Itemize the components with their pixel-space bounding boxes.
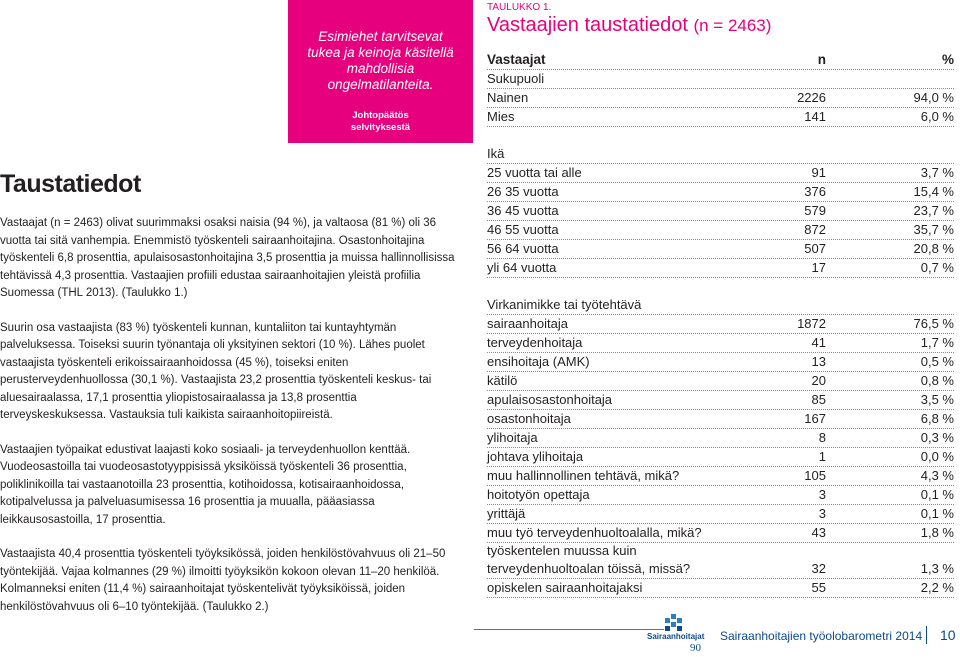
row-pct: 0,8 % [920,373,954,388]
row-label: 25 vuotta tai alle [487,165,582,180]
header-n: n [817,52,826,67]
row-label: 46 55 vuotta [487,222,559,237]
section-heading: Taustatiedot [0,170,141,198]
row-pct: 3,5 % [920,392,954,407]
paragraph-2: Suurin osa vastaajista (83 %) työskenteli kunnan, kuntaliiton tai kuntayhtymän palveluksessa. Toiseksi suurin työnantaja oli yksityinen sektori (10 %). Lähes puolet vastaajista työskenteli erikoissairaanhoidossa (45 %), toiseksi eniten perusterveydenhuollossa (30,1 %). Vastaajista 23,2 prosenttia työskenteli keskus- tai aluesairaalassa, 17,1 prosenttia yliopistosairaalassa ja 13,8 prosenttia terveyskeskuksessa. Vastauksia tuli kaikista sairaanhoitopiireistä. [0,321,432,421]
row-n: 55 [811,580,826,595]
row-pct: 3,7 % [920,165,954,180]
row-n: 3 [818,506,826,521]
table-title [487,12,771,39]
group-title: Sukupuoli [487,71,545,86]
row-label: hoitotyön opettaja [487,487,590,502]
logo-number: 90 [690,642,701,654]
group-title-ika [487,144,954,164]
row-pct: 0,5 % [920,354,954,369]
row-n: 43 [811,525,826,540]
row-label: ensihoitaja (AMK) [487,354,590,369]
group-title-virkanimike [487,295,954,315]
row-pct: 1,8 % [920,525,954,540]
group-title: Ikä [487,146,505,161]
table-row [487,578,954,598]
row-label: 36 45 vuotta [487,203,559,218]
row-pct: 6,0 % [920,109,954,124]
page-number: 10 [940,627,956,643]
table-row [487,333,954,353]
logo-name: Sairaanhoitajat [647,632,705,641]
table-row [487,201,954,221]
row-label: työskentelen muussa kuin terveydenhuoltoalan töissä, missä? [487,543,691,576]
row-pct: 23,7 % [913,203,954,218]
row-label: muu työ terveydenhuoltoalalla, mikä? [487,525,702,540]
row-n: 579 [804,203,826,218]
row-label: yli 64 vuotta [487,260,557,275]
table-row [487,239,954,259]
row-label: terveydenhoitaja [487,335,583,350]
row-n: 167 [804,411,826,426]
table-row [487,258,954,278]
table-row [487,352,954,372]
row-label: muu hallinnollinen tehtävä, mikä? [487,468,680,483]
row-pct: 20,8 % [913,241,954,256]
row-n: 17 [811,260,826,275]
row-label: sairaanhoitaja [487,316,568,331]
row-label: osastonhoitaja [487,411,571,426]
table-row [487,485,954,505]
row-n: 41 [811,335,826,350]
row-n: 1 [818,449,826,464]
row-label: ylihoitaja [487,430,538,445]
row-pct: 2,2 % [920,580,954,595]
row-pct: 6,8 % [920,411,954,426]
table-row [487,447,954,467]
row-n: 20 [811,373,826,388]
row-pct: 1,3 % [920,561,954,576]
footer-separator [926,626,927,644]
row-pct: 0,0 % [920,449,954,464]
row-pct: 0,1 % [920,506,954,521]
row-pct: 35,7 % [913,222,954,237]
row-pct: 4,3 % [920,468,954,483]
paragraph-4: Vastaajista 40,4 prosenttia työskenteli työyksikössä, joiden henkilöstövahvuus oli 21–50 työntekijää. Vajaa kolmannes (29 %) ilmoitti työyksikön kokoon olevan 11–20 henkilöä. Kolmanneksi eniten (11,4 %) sairaanhoitajat työskentelivät työyksiköissä, joiden henkilöstövahvuus oli 6–10 työntekijää. (Taulukko 2.) [0,548,446,613]
row-n: 32 [811,561,826,576]
row-pct: 0,3 % [920,430,954,445]
row-label: kätilö [487,373,518,388]
row-pct: 1,7 % [920,335,954,350]
row-n: 3 [818,487,826,502]
row-label: Nainen [487,90,529,105]
table-row [487,314,954,334]
row-label: opiskelen sairaanhoitajaksi [487,580,643,595]
paragraph-1: Vastaajat (n = 2463) olivat suurimmaksi osaksi naisia (94 %), ja valtaosa (81 %) oli 36 vuotta tai sitä vanhempia. Enemmistö työskenteli sairaanhoitajina. Osastonhoitajina työskenteli 6,8 prosenttia, apulaisosastonhoitajina 3,5 prosenttia ja muissa hallinnollisissa tehtävissä 4,3 prosenttia. Vastaajien profiili edustaa sairaanhoitajien yleistä profiilia Suomessa (THL 2013). (Taulukko 1.) [0,217,455,299]
table-title-text: Vastaajien taustatiedot [487,14,688,36]
table-row [487,466,954,486]
row-label: apulaisosastonhoitaja [487,392,613,407]
quote-text: Esimiehet tarvitsevat tukea ja keinoja käsitellä mahdollisia ongelmatilanteita. [307,29,454,92]
table-row [487,504,954,524]
table-row [487,390,954,410]
row-pct: 0,7 % [920,260,954,275]
table-row [487,371,954,391]
row-label: johtava ylihoitaja [487,449,584,464]
header-pct: % [941,52,954,67]
group-title-sukupuoli [487,69,954,89]
row-n: 507 [804,241,826,256]
table-header-row [487,50,954,70]
row-n: 91 [811,165,826,180]
row-n: 141 [804,109,826,124]
table-row [487,523,954,543]
row-pct: 76,5 % [913,316,954,331]
row-label: yrittäjä [487,506,526,521]
row-n: 13 [811,354,826,369]
table-row [487,88,954,108]
footer-rule [474,629,664,630]
row-n: 376 [804,184,826,199]
row-label: Mies [487,109,515,124]
table-row [487,409,954,429]
footer-publication: Sairaanhoitajien työolobarometri 2014 [720,629,923,643]
table-title-n: (n = 2463) [693,16,772,35]
row-n: 85 [811,392,826,407]
row-n: 8 [818,430,826,445]
table-row [487,163,954,183]
table-row [487,542,954,579]
group-title: Virkanimikke tai työtehtävä [487,297,642,312]
table-row [487,107,954,127]
row-n: 1872 [797,316,826,331]
row-label: 26 35 vuotta [487,184,559,199]
row-pct: 15,4 % [913,184,954,199]
row-n: 2226 [797,90,826,105]
body-text [0,215,462,633]
table-row [487,428,954,448]
row-pct: 94,0 % [913,90,954,105]
row-pct: 0,1 % [920,487,954,502]
table-kicker: TAULUKKO 1. [487,2,552,13]
quote-source: Johtopäätös selvityksestä [350,110,411,133]
row-n: 872 [804,222,826,237]
row-n: 105 [804,468,826,483]
quote-box [288,0,473,143]
row-label: 56 64 vuotta [487,241,559,256]
paragraph-3: Vastaajien työpaikat edustivat laajasti koko sosiaali- ja terveydenhuollon kenttää. Vuodeosastoilla tai vuodeosastotyyppisissä yksiköissä työskenteli 36 prosenttia, poliklinikoilla tai vastaanotoilla 23 prosenttia, kotihoidossa, kotisairaanhoidossa, kotipalvelussa ja palveluasumisessa 16 prosenttia ja muualla, pääasiassa leikkausosastoilla, 17 prosenttia. [0,443,411,526]
table-row [487,182,954,202]
table-row [487,220,954,240]
header-label: Vastaajat [487,52,546,67]
